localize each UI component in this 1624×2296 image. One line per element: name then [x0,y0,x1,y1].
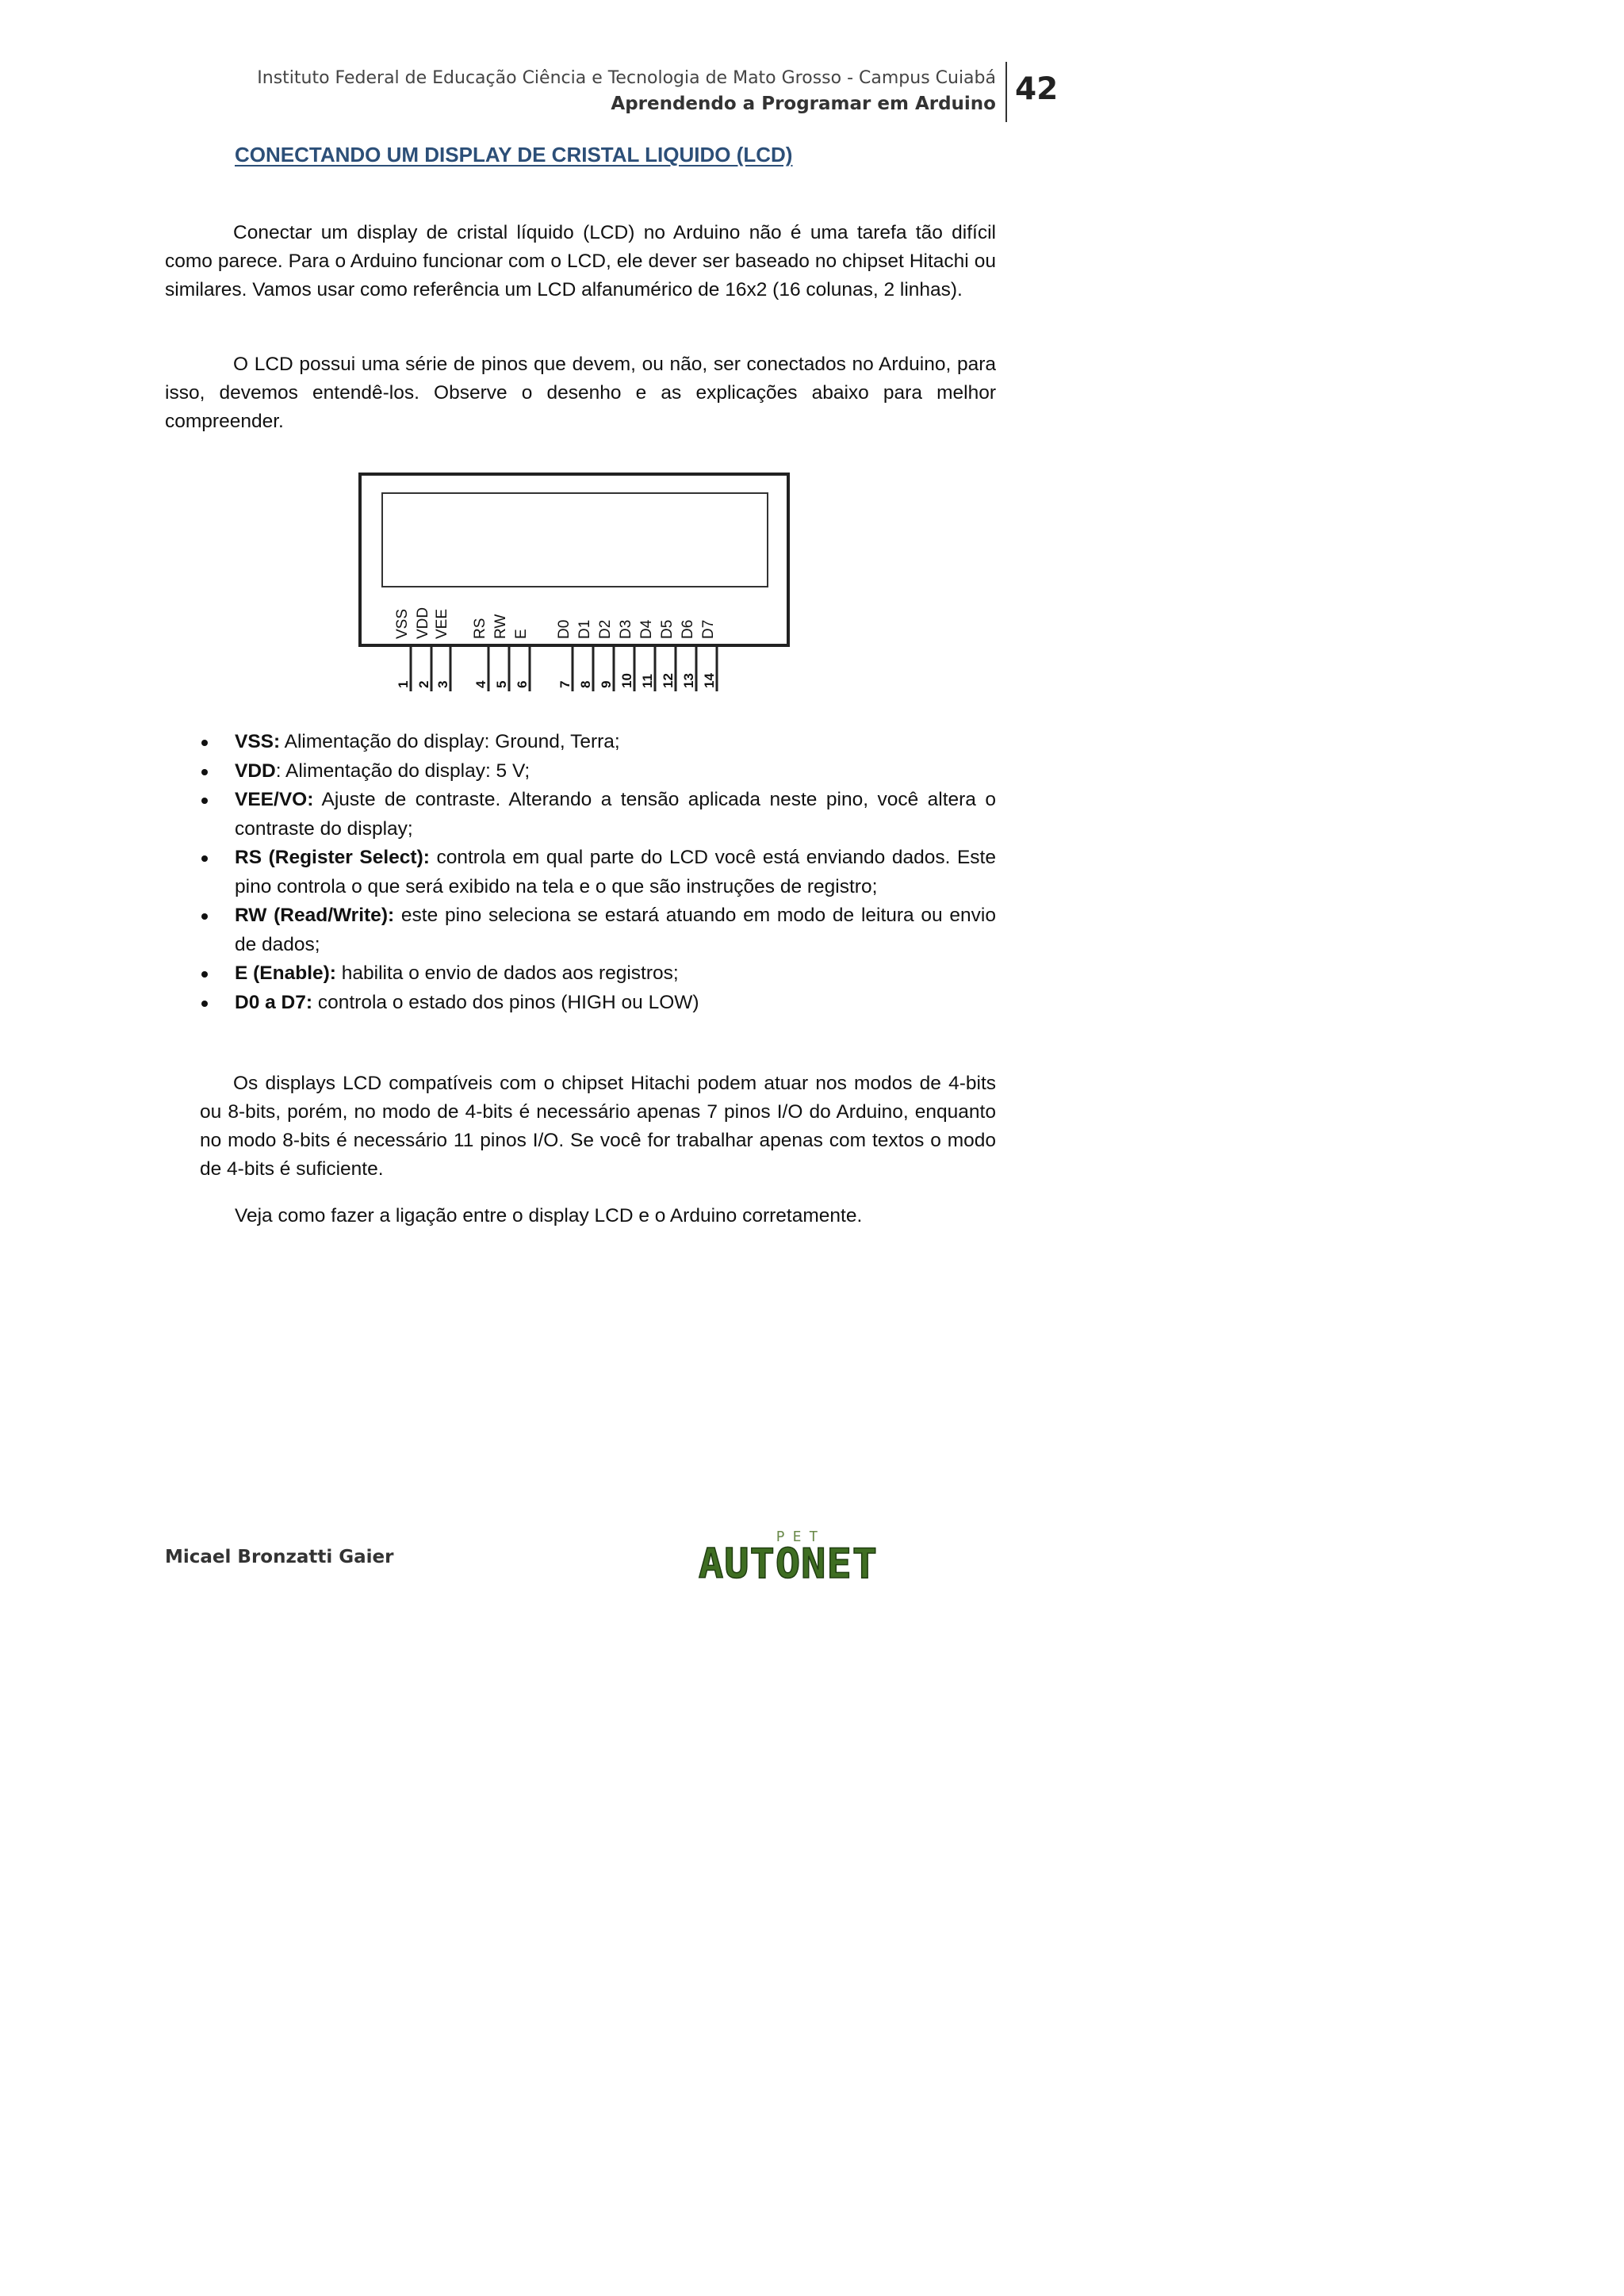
pin-term: VSS: [235,731,281,752]
paragraph-pins-intro [165,350,996,436]
pin-label: D3 [618,619,634,639]
pin-description-item [197,901,996,959]
header-divider [1005,62,1007,122]
logo-pet-text: PET [776,1529,826,1545]
pin-number: 10 [619,673,634,688]
pin-number: 13 [681,673,696,688]
pin-term: RS (Register Select): [235,847,430,868]
header-institution: Instituto Federal de Educação Ciência e Tecnologia de Mato Grosso - Campus Cuiabá [257,68,996,88]
header-book-title: Aprendendo a Programar em Arduino [611,94,996,114]
pin-description-item [197,844,996,901]
pin-number: 3 [435,680,450,688]
pin-number: 5 [494,680,509,688]
paragraph-intro [165,219,996,304]
logo-autonet-text: AUTONET [698,1540,879,1586]
pin-term: D0 a D7: [235,991,313,1013]
page-number: 42 [1015,71,1059,107]
lcd-pinout-diagram [355,469,799,699]
pet-autonet-logo [685,1525,891,1586]
bullet-dot [201,798,208,804]
pin-description-item [197,989,996,1018]
bullet-dot [201,971,208,978]
paragraph-modes [200,1070,996,1184]
paragraph-intro-text: Conectar um display de cristal líquido (LCD) no Arduino não é uma tarefa tão difícil como parece. Para o Arduino funcionar com o LCD, ele dever ser baseado no chipset Hitachi ou similares. Vamos usar como referência um LCD alfanumérico de 16x2 (16 colunas, 2 linhas). [165,222,996,300]
pin-label: D4 [638,619,655,639]
pin-number: 9 [599,680,614,688]
pin-description-item [197,757,996,786]
pin-number: 12 [661,673,676,688]
pin-term: E (Enable): [235,962,336,984]
pin-number-group [396,673,717,688]
pin-number: 7 [557,680,573,688]
pin-label: VSS [394,608,411,639]
pin-description-item [197,959,996,989]
pin-description: este pino seleciona se estará atuando em modo de leitura ou envio de dados; [235,905,996,955]
paragraph-closing: Veja como fazer a ligação entre o display LCD e o Arduino corretamente. [235,1205,863,1226]
pin-label: D2 [597,619,614,639]
pin-description: controla o estado dos pinos (HIGH ou LOW) [312,991,699,1013]
pin-description: : Alimentação do display: 5 V; [275,760,530,782]
bullet-dot [201,740,208,746]
pin-label: D1 [576,619,593,639]
pin-description: Ajuste de contraste. Alterando a tensão aplicada neste pino, você altera o contraste do display; [235,789,996,840]
lcd-screen-area [382,493,768,587]
pin-label: RW [492,614,509,639]
pin-number: 8 [578,680,593,688]
pin-number: 1 [396,680,411,688]
bullet-dot [201,913,208,920]
pin-label: RS [472,618,488,639]
bullet-dot [201,769,208,775]
pin-number: 11 [640,674,655,688]
pin-description: habilita o envio de dados aos registros; [335,962,679,984]
paragraph-modes-text: Os displays LCD compatíveis com o chipset Hitachi podem atuar nos modos de 4-bits ou 8-bits, porém, no modo de 4-bits é necessário apenas 7 pinos I/O do Arduino, enquanto no modo 8-bits é necessário 11 pinos I/O. Se você for trabalhar apenas com textos o modo de 4-bits é suficiente. [200,1073,996,1180]
bullet-dot [201,855,208,862]
pin-label: VDD [415,607,431,639]
pin-description-list [197,728,996,1017]
paragraph-pins-intro-text: O LCD possui uma série de pinos que devem, ou não, ser conectados no Arduino, para isso, devemos entendê-los. Observe o desenho e as explicações abaixo para melhor compreender. [165,354,996,432]
pin-number: 6 [515,680,530,688]
bullet-dot [201,1001,208,1007]
pin-description: controla em qual parte do LCD você está enviando dados. Este pino controla o que será exibido na tela e o que são instruções de registro; [235,847,996,897]
pin-label: D5 [659,619,676,639]
section-title: CONECTANDO UM DISPLAY DE CRISTAL LIQUIDO (LCD) [235,143,793,166]
pin-term: VDD [235,760,276,782]
pin-description-item [197,728,996,757]
pin-term: RW (Read/Write): [235,905,395,926]
pin-number: 4 [473,680,488,688]
pin-label: D6 [680,619,696,639]
pin-label: E [513,629,530,639]
pin-label: D0 [556,619,573,639]
pin-label: D7 [700,619,717,639]
pin-label: VEE [434,608,450,639]
pin-description-item [197,786,996,844]
footer-author: Micael Bronzatti Gaier [165,1547,394,1567]
pin-term: VEE/VO: [235,789,314,810]
pin-description: Alimentação do display: Ground, Terra; [280,731,620,752]
pin-number: 14 [702,673,717,688]
pin-number: 2 [416,680,431,688]
